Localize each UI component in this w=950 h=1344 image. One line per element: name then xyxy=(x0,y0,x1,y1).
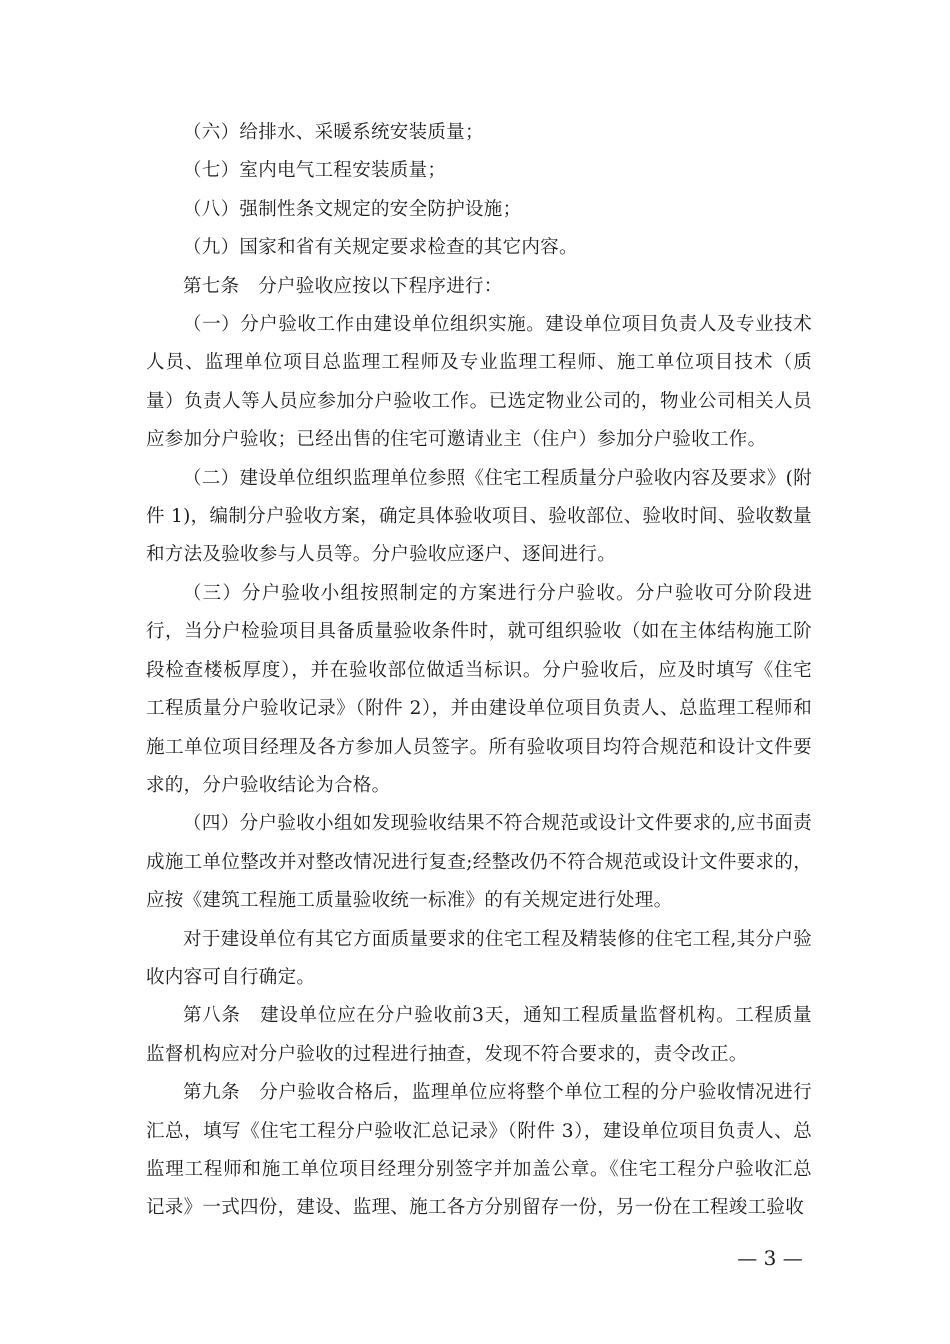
page-body xyxy=(146,114,812,1228)
article-7-heading: 第七条 分户验收应按以下程序进行： xyxy=(183,275,503,297)
paragraph-item-9: （九）国家和省有关规定要求检查的其它内容。 xyxy=(183,237,578,259)
paragraph-item-7: （七）室内电气工程安装质量； xyxy=(183,160,447,182)
article-8: 第八条 建设单位应在分户验收前3天，通知工程质量监督机构。工程质量监督机构应对分户验收的过程进行抽查，发现不符合要求的，责令改正。 xyxy=(146,1005,812,1065)
article-7-supplement: 对于建设单位有其它方面质量要求的住宅工程及精装修的住宅工程,其分户验收内容可自行确定。 xyxy=(146,928,812,988)
paragraph-item-8: （八）强制性条文规定的安全防护设施； xyxy=(183,198,522,220)
article-7-clause-2: （二）建设单位组织监理单位参照《住宅工程质量分户验收内容及要求》(附件 1)，编制分户验收方案，确定具体验收项目、验收部位、验收时间、验收数量和方法及验收参与人员等。分户验收应逐户、逐间进行。 xyxy=(146,467,812,566)
article-9: 第九条 分户验收合格后，监理单位应将整个单位工程的分户验收情况进行汇总，填写《住宅工程分户验收汇总记录》（附件 3），建设单位项目负责人、总监理工程师和施工单位项目经理分别签字并加盖公章。《住宅工程分户验收汇总记录》一式四份，建设、监理、施工各方分别留存一份，另一份在工程竣工验收 xyxy=(146,1082,812,1219)
article-7-clause-3: （三）分户验收小组按照制定的方案进行分户验收。分户验收可分阶段进行，当分户检验项目具备质量验收条件时，就可组织验收（如在主体结构施工阶段检查楼板厚度），并在验收部位做适当标识。分户验收后，应及时填写《住宅工程质量分户验收记录》（附件 2），并由建设单位项目负责人、总监理工程师和施工单位项目经理及各方参加人员签字。所有验收项目均符合规范和设计文件要求的，分户验收结论为合格。 xyxy=(146,582,812,796)
page-number: — 3 — xyxy=(737,1246,803,1270)
article-7-clause-4: （四）分户验收小组如发现验收结果不符合规范或设计文件要求的,应书面责成施工单位整改并对整改情况进行复查;经整改仍不符合规范或设计文件要求的，应按《建筑工程施工质量验收统一标准》的有关规定进行处理。 xyxy=(146,813,812,912)
article-7-clause-1: （一）分户验收工作由建设单位组织实施。建设单位项目负责人及专业技术人员、监理单位项目总监理工程师及专业监理工程师、施工单位项目技术（质量）负责人等人员应参加分户验收工作。已选定物业公司的，物业公司相关人员应参加分户验收；已经出售的住宅可邀请业主（住户）参加分户验收工作。 xyxy=(146,314,812,451)
paragraph-item-6: （六）给排水、采暖系统安装质量； xyxy=(183,122,484,143)
